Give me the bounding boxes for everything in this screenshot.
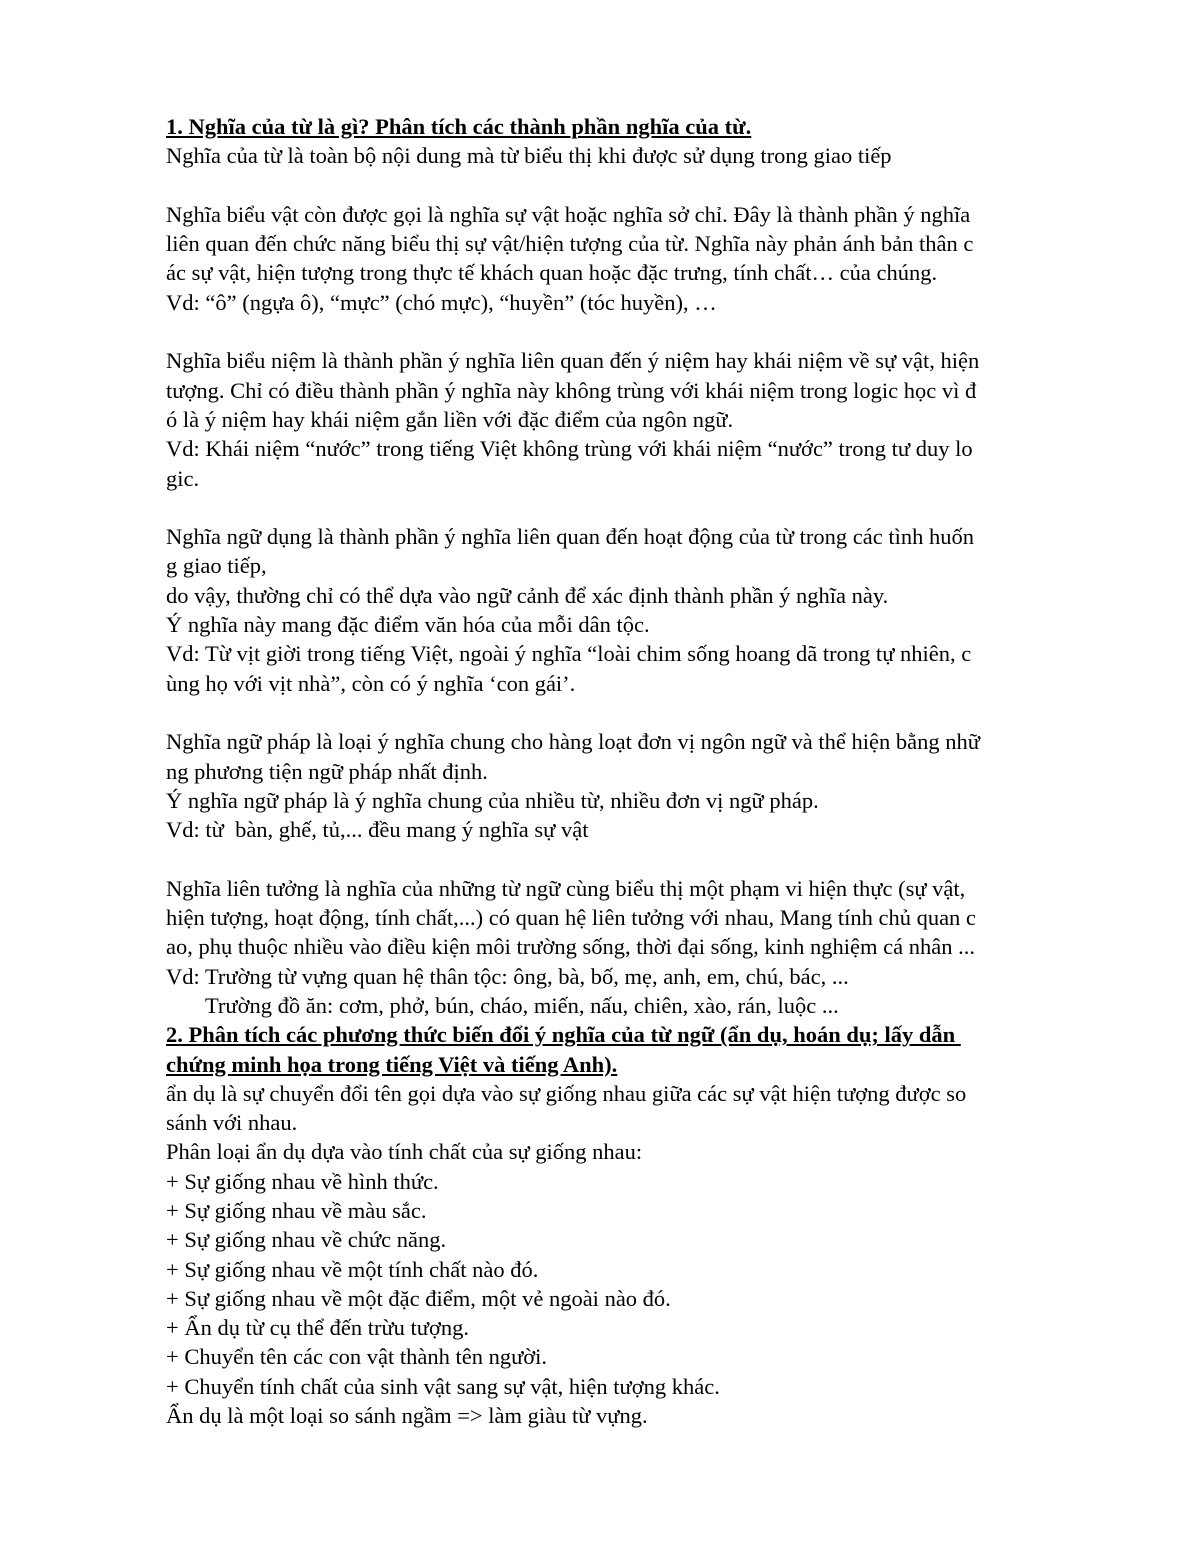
example-line: Trường đồ ăn: cơm, phở, bún, cháo, miến, nấu, chiên, xào, rán, luộc ... [166,992,839,1018]
list-item: + Sự giống nhau về một tính chất nào đó. [166,1256,539,1282]
paragraph-bieu-vat [166,200,1100,317]
section-2-heading-continued: chứng minh họa trong tiếng Việt và tiếng Anh). [166,1051,618,1077]
text-line: Nghĩa biểu niệm là thành phần ý nghĩa liên quan đến ý niệm hay khái niệm về sự vật, hiện [166,348,980,374]
paragraph-spacer [166,317,1100,346]
paragraph-bieu-niem [166,346,1100,492]
text-line: tượng. Chỉ có điều thành phần ý nghĩa này không trùng với khái niệm trong logic học vì đ [166,377,977,403]
text-line: ùng họ với vịt nhà”, còn có ý nghĩa ‘con gái’. [166,670,576,696]
example-line: Vd: từ bàn, ghế, tủ,... đều mang ý nghĩa sự vật [166,817,589,843]
paragraph-spacer [166,493,1100,522]
section-2-body [166,1079,1100,1431]
paragraph-spacer [166,171,1100,200]
list-item: + Chuyển tên các con vật thành tên người. [166,1344,548,1370]
text-line: liên quan đến chức năng biểu thị sự vật/hiện tượng của từ. Nghĩa này phản ánh bản thân c [166,231,974,257]
section-1-heading: 1. Nghĩa của từ là gì? Phân tích các thành phần nghĩa của từ. [166,114,752,139]
text-line: Ý nghĩa này mang đặc điểm văn hóa của mỗi dân tộc. [166,612,650,638]
text-line: gic. [166,465,200,491]
list-item: + Sự giống nhau về một đặc điểm, một vẻ ngoài nào đó. [166,1285,671,1311]
text-line: Ý nghĩa ngữ pháp là ý nghĩa chung của nhiều từ, nhiều đơn vị ngữ pháp. [166,787,819,813]
list-item: + Sự giống nhau về màu sắc. [166,1197,427,1223]
paragraph-ngu-phap [166,727,1100,844]
text-line: ó là ý niệm hay khái niệm gắn liền với đặc điểm của ngôn ngữ. [166,406,734,432]
paragraph-lien-tuong [166,874,1100,1020]
text-line: Nghĩa ngữ pháp là loại ý nghĩa chung cho hàng loạt đơn vị ngôn ngữ và thể hiện bằng nhữ [166,729,980,755]
text-line: ác sự vật, hiện tượng trong thực tế khách quan hoặc đặc trưng, tính chất… của chúng. [166,260,938,286]
list-item: + Sự giống nhau về chức năng. [166,1227,447,1253]
text-line: g giao tiếp, [166,553,267,579]
list-item: + Sự giống nhau về hình thức. [166,1168,439,1194]
paragraph-spacer [166,844,1100,873]
list-item: + Ẩn dụ từ cụ thể đến trừu tượng. [166,1315,470,1341]
paragraph-spacer [166,698,1100,727]
example-line: Vd: Trường từ vựng quan hệ thân tộc: ông, bà, bố, mẹ, anh, em, chú, bác, ... [166,963,849,989]
text-line: hiện tượng, hoạt động, tính chất,...) có quan hệ liên tưởng với nhau, Mang tính chủ quan c [166,905,976,931]
text-line: ng phương tiện ngữ pháp nhất định. [166,758,488,784]
text-line: do vậy, thường chỉ có thể dựa vào ngữ cảnh để xác định thành phần ý nghĩa này. [166,582,889,608]
section-2-heading: 2. Phân tích các phương thức biến đổi ý nghĩa của từ ngữ (ẩn dụ, hoán dụ; lấy dẫn [166,1022,961,1048]
paragraph-ngu-dung [166,522,1100,698]
section-1-intro: Nghĩa của từ là toàn bộ nội dung mà từ biểu thị khi được sử dụng trong giao tiếp [166,143,892,169]
text-line: ẩn dụ là sự chuyển đổi tên gọi dựa vào sự giống nhau giữa các sự vật hiện tượng được so [166,1080,967,1106]
example-line: Vd: “ô” (ngựa ô), “mực” (chó mực), “huyền” (tóc huyền), … [166,289,717,315]
text-line: Nghĩa ngữ dụng là thành phần ý nghĩa liên quan đến hoạt động của từ trong các tình huốn [166,524,974,550]
text-line: Nghĩa liên tưởng là nghĩa của những từ ngữ cùng biểu thị một phạm vi hiện thực (sự vật, [166,875,966,901]
text-line: Nghĩa biểu vật còn được gọi là nghĩa sự vật hoặc nghĩa sở chỉ. Đây là thành phần ý nghĩa [166,201,971,227]
example-line: Vd: Từ vịt giời trong tiếng Việt, ngoài ý nghĩa “loài chim sống hoang dã trong tự nhiên, c [166,641,972,667]
text-line: ao, phụ thuộc nhiều vào điều kiện môi trường sống, thời đại sống, kinh nghiệm cá nhân ... [166,934,975,960]
example-line: Vd: Khái niệm “nước” trong tiếng Việt không trùng với khái niệm “nước” trong tư duy lo [166,436,973,462]
list-item: + Chuyển tính chất của sinh vật sang sự vật, hiện tượng khác. [166,1373,720,1399]
text-line: Ẩn dụ là một loại so sánh ngầm => làm giàu từ vựng. [166,1403,648,1429]
text-line: Phân loại ẩn dụ dựa vào tính chất của sự giống nhau: [166,1139,643,1165]
text-line: sánh với nhau. [166,1110,298,1136]
